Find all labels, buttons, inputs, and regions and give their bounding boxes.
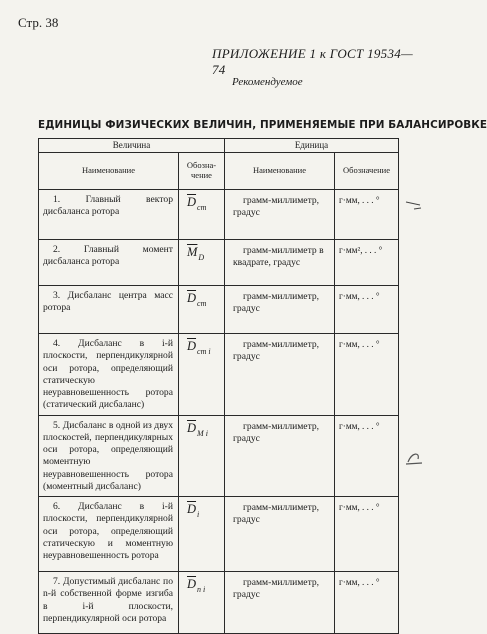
row-unit-name: грамм-миллиметр, градус [225,334,335,416]
row-unit-name: грамм-миллиметр, градус [225,572,335,634]
header-col-symbol: Обозна-чение [179,153,225,190]
table-row [39,334,399,416]
header-col-name: Наименование [39,153,179,190]
row-symbol: $\overline{D}_i$ [179,497,225,572]
table-title: ЕДИНИЦЫ ФИЗИЧЕСКИХ ВЕЛИЧИН, ПРИМЕНЯЕМЫЕ ПРИ БАЛАНСИРОВКЕ [38,119,487,131]
row-unit-name: грамм-миллиметр, градус [225,497,335,572]
row-symbol: $\overline{D}_{ст i}$ [179,334,225,416]
table-row [39,190,399,240]
header-quantity: Величина [39,139,225,153]
table-row [39,286,399,334]
header-columns-row [39,153,399,190]
row-unit-symbol: г·мм, . . . ° [335,334,399,416]
table-row [39,240,399,286]
page-number: Стр. 38 [18,15,59,30]
header-unit: Единица [225,139,399,153]
units-table [38,138,399,634]
table-row [39,497,399,572]
row-symbol: $\overline{D}_{n i}$ [179,572,225,634]
appendix-heading: ПРИЛОЖЕНИЕ 1 к ГОСТ 19534—74 [212,46,413,77]
row-unit-name: грамм-миллиметр, градус [225,415,335,497]
table-row [39,415,399,497]
margin-mark-correction-icon [404,448,424,470]
header-col-unit-name: Наименование [225,153,335,190]
row-symbol: $\overline{D}_{ст}$ [179,190,225,240]
row-name: 3. Дисбаланс центра масс ротора [39,286,179,334]
row-symbol: $\overline{D}_{M i}$ [179,415,225,497]
row-name: 7. Допустимый дисбаланс по n-й собственной форме изгиба в i-й плоскости, перпендикулярной оси ротора [39,572,179,634]
row-name: 5. Дисбаланс в одной из двух плоскостей, перпендикулярных оси ротора, определяющий моментную неуравновешенность ротора (моментный дисбаланс) [39,415,179,497]
row-unit-symbol: г·мм, . . . ° [335,286,399,334]
row-unit-symbol: г·мм, . . . ° [335,190,399,240]
row-unit-name: грамм-миллиметр в квадрате, градус [225,240,335,286]
row-unit-symbol: г·мм², . . . ° [335,240,399,286]
row-unit-name: грамм-миллиметр, градус [225,286,335,334]
row-symbol: $\overline{D}_{ст}$ [179,286,225,334]
row-name: 1. Главный вектор дисбаланса ротора [39,190,179,240]
row-unit-name: грамм-миллиметр, градус [225,190,335,240]
row-name: 6. Дисбаланс в i-й плоскости, перпендикулярной оси ротора, определяющий статическую и моментную неуравновешенность ротора [39,497,179,572]
recommended-label: Рекомендуемое [232,76,303,88]
row-unit-symbol: г·мм, . . . ° [335,572,399,634]
table-row [39,572,399,634]
row-symbol: $\overline{M}_D$ [179,240,225,286]
row-name: 4. Дисбаланс в i-й плоскости, перпендикулярной оси ротора, определяющий статическую неуравновешенность ротора (статический дисбаланс) [39,334,179,416]
row-unit-symbol: г·мм, . . . ° [335,497,399,572]
row-unit-symbol: г·мм, . . . ° [335,415,399,497]
header-col-unit-symbol: Обозначение [335,153,399,190]
margin-mark-arrow-icon [404,196,424,214]
row-name: 2. Главный момент дисбаланса ротора [39,240,179,286]
header-group-row [39,139,399,153]
